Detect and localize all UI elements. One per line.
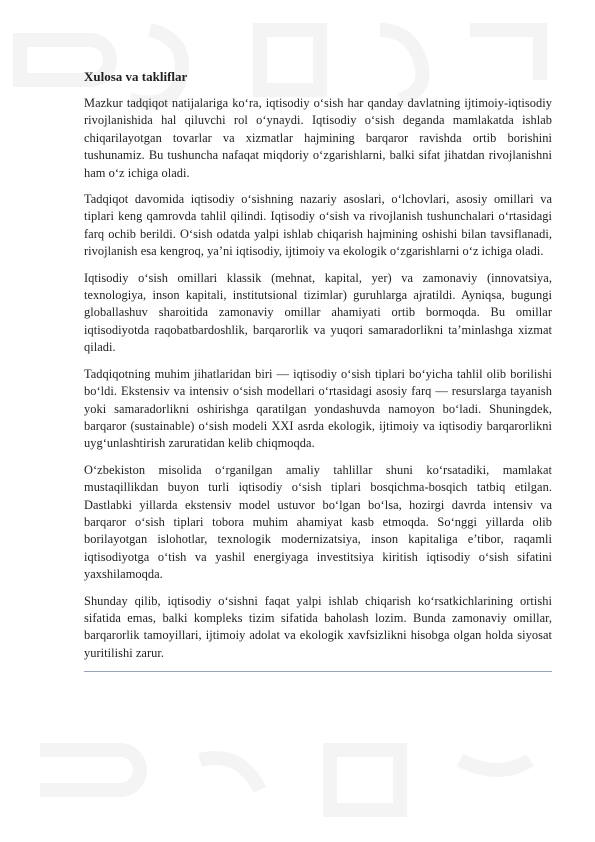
paragraph-5: O‘zbekiston misolida o‘rganilgan amaliy tahlillar shuni ko‘rsatadiki, mamlakat mustaqillikdan buyon turli iqtisodiy o‘sish tiplari bosqichma-bosqich tatbiq etilgan. Dastlabki yillarda ekstensiv model ustuvor bo‘lgan bo‘lsa, hozirgi davrda intensiv va barqaror o‘sish tiplari tobora muhim ahamiyat kasb etmoqda. So‘nggi yillarda olib borilayotgan islohotlar, texnologik modernizatsiya, inson kapitaliga e’tibor, raqamli iqtisodiyotga o‘tish va yashil energiyaga investitsiya kiritish iqtisodiy o‘sish sifatini yaxshilamoqda. <box>84 462 552 582</box>
document-page <box>84 68 552 672</box>
paragraph-3: Iqtisodiy o‘sish omillari klassik (mehnat, kapital, yer) va zamonaviy (innovatsiya, texnologiya, inson kapitali, institutsional tizimlar) guruhlarga ajratildi. Ayniqsa, bugungi globallashuv sharoitida zamonaviy omillar ahamiyati ortib bormoqda. Bu omillar iqtisodiyotda raqobatbardoshlik, barqarorlik va yuqori samaradorlikni ta’minlashga xizmat qiladi. <box>84 270 552 355</box>
paragraph-2: Tadqiqot davomida iqtisodiy o‘sishning nazariy asoslari, o‘lchovlari, asosiy omillari va tiplari keng qamrovda tahlil qilindi. Iqtisodiy o‘sish va rivojlanish tushunchalari o‘rtasidagi farq ochib berildi. O‘sish odatda yalpi ishlab chiqarish hajmining oshishi bilan tavsiflanadi, rivojlanish esa kengroq, ya’ni iqtisodiy, ijtimoiy va ekologik o‘zgarishlarni o‘z ichiga oladi. <box>84 192 552 259</box>
bottom-divider <box>84 671 552 672</box>
paragraph-4: Tadqiqotning muhim jihatlaridan biri — iqtisodiy o‘sish tiplari bo‘yicha tahlil olib borilishi bo‘ldi. Ekstensiv va intensiv o‘sish modellari o‘rtasidagi asosiy farq — resurslarga tayanish yoki samaradorlikni oshirishga qaratilgan yondashuvda namoyon bo‘ladi. Shuningdek, barqaror (sustainable) o‘sish modeli XXI asrda ekologik, ijtimoiy va iqtisodiy barqarorlikni uyg‘unlashtirish zaruratidan kelib chiqmoqda. <box>84 366 552 451</box>
paragraph-1: Mazkur tadqiqot natijalariga ko‘ra, iqtisodiy o‘sish har qanday davlatning ijtimoiy-iqtisodiy rivojlanishida hal qiluvchi rol o‘ynaydi. Iqtisodiy o‘sish deganda mamlakatda ishlab chiqarilayotgan tovarlar va xizmatlar hajmining barqaror ravishda ortib borishini tushunamiz. Bu tushuncha nafaqat miqdoriy o‘zgarishlarni, balki sifat jihatdan rivojlanishni ham o‘z ichiga oladi. <box>84 96 552 180</box>
paragraph-6: Shunday qilib, iqtisodiy o‘sishni faqat yalpi ishlab chiqarish ko‘rsatkichlarining ortishi sifatida emas, balki kompleks tizim sifatida baholash lozim. Bunda zamonaviy omillar, barqarorlik tamoyillari, ijtimoiy adolat va ekologik xavfsizlikni hisobga olgan holda siyosat yuritilishi zarur. <box>84 593 552 660</box>
section-heading: Xulosa va takliflar <box>84 69 188 84</box>
